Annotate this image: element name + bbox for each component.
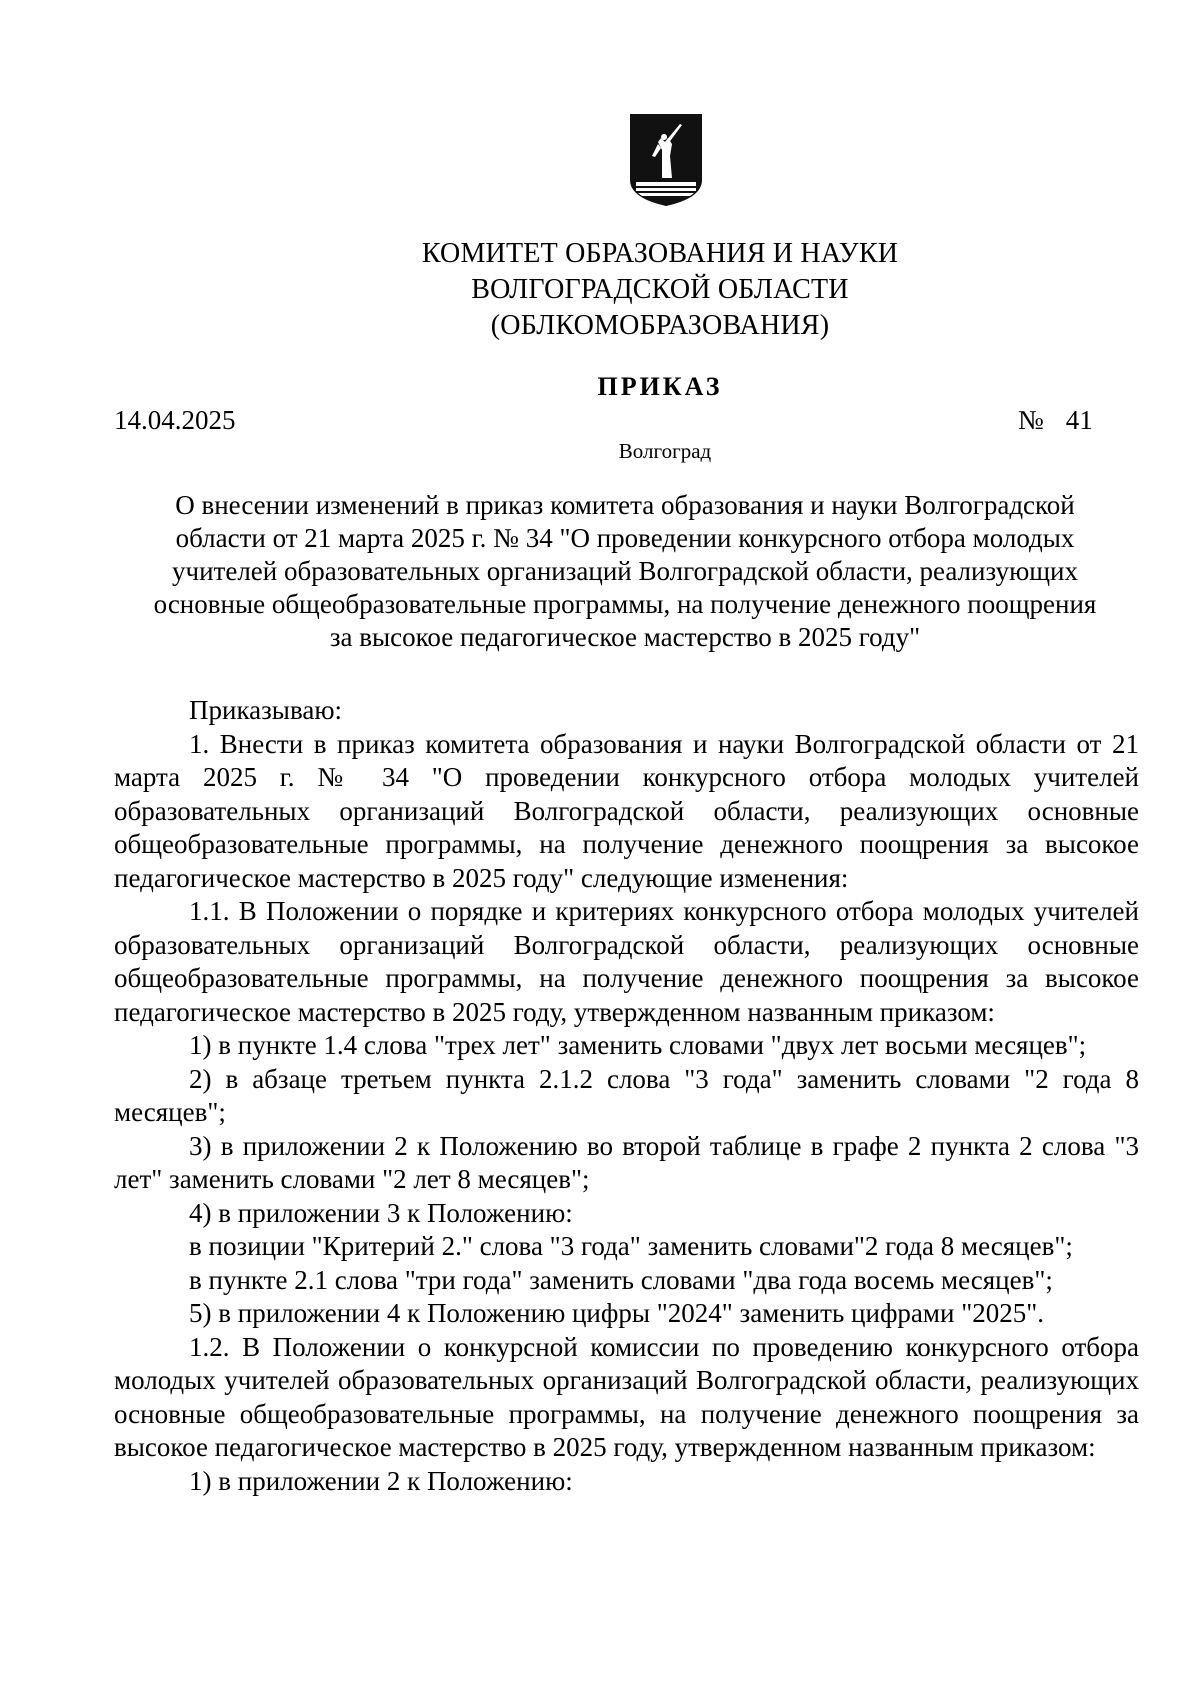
body-paragraph: Приказываю: — [189, 695, 342, 725]
document-type-title: ПРИКАЗ — [597, 372, 723, 401]
org-line-3: (ОБЛКОМОБРАЗОВАНИЯ) — [490, 310, 830, 341]
organization-name — [300, 236, 1020, 344]
subject-line: О внесении изменений в приказ комитета образования и науки Волгоградской — [175, 490, 1075, 520]
body-paragraph: в позиции "Критерий 2." слова "3 года" заменить словами"2 года 8 месяцев"; — [189, 1231, 1073, 1261]
org-line-2: ВОЛГОГРАДСКОЙ ОБЛАСТИ — [471, 274, 849, 305]
body-paragraph: 1.2. В Положении о конкурсной комиссии по проведению конкурсного отбора молодых учителей образовательных организаций Волгоградской области, реализующих основные общеобразовательные программы, на получение денежного поощрения за высокое педагогическое мастерство в 2025 году, утвержденном названным приказом: — [114, 1331, 1139, 1462]
document-date: 14.04.2025 — [114, 405, 236, 435]
subject-line: за высокое педагогическое мастерство в 2025 году" — [329, 622, 921, 652]
document-body — [114, 694, 1139, 1498]
body-paragraph: 2) в абзаце третьем пункта 2.1.2 слова "3 года" заменить словами "2 года 8 месяцев"; — [114, 1063, 1139, 1127]
document-subject — [120, 489, 1130, 654]
number-value: 41 — [1065, 405, 1093, 435]
body-paragraph: 1) в пункте 1.4 слова "трех лет" заменить словами "двух лет восьми месяцев"; — [189, 1030, 1087, 1060]
document-city: Волгоград — [618, 439, 712, 463]
body-paragraph: 1) в приложении 2 к Положению: — [189, 1465, 573, 1496]
volgograd-coat-of-arms-icon — [628, 112, 704, 208]
body-paragraph: 1. Внести в приказ комитета образования и науки Волгоградской области от 21 марта 2025 г. № 34 "О проведении конкурсного отбора молодых учителей образовательных организаций Волгоградской области, реализующих основные общеобразовательные программы, на получение денежного поощрения за высокое педагогическое мастерство в 2025 году" следующие изменения: — [114, 728, 1139, 893]
body-paragraph: 4) в приложении 3 к Положению: — [189, 1197, 573, 1228]
subject-line: учителей образовательных организаций Волгоградской области, реализующих — [172, 556, 1078, 586]
subject-line: основные общеобразовательные программы, на получение денежного поощрения — [153, 589, 1097, 619]
body-paragraph: 5) в приложении 4 к Положению цифры "2024" заменить цифрами "2025". — [189, 1298, 1044, 1328]
number-sign: № — [1018, 405, 1044, 435]
body-paragraph: 3) в приложении 2 к Положению во второй таблице в графе 2 пункта 2 слова "3 лет" заменить словами "2 лет 8 месяцев"; — [114, 1130, 1139, 1194]
subject-line: области от 21 марта 2025 г. № 34 "О проведении конкурсного отбора молодых — [175, 523, 1075, 553]
document-number — [1018, 403, 1093, 437]
body-paragraph: 1.1. В Положении о порядке и критериях конкурсного отбора молодых учителей образовательных организаций Волгоградской области, реализующих основные общеобразовательные программы, на получение денежного поощрения за высокое педагогическое мастерство в 2025 году, утвержденном названным приказом: — [114, 896, 1139, 1027]
body-paragraph: в пункте 2.1 слова "три года" заменить словами "два года восемь месяцев"; — [189, 1264, 1053, 1295]
org-line-1: КОМИТЕТ ОБРАЗОВАНИЯ И НАУКИ — [421, 238, 899, 269]
